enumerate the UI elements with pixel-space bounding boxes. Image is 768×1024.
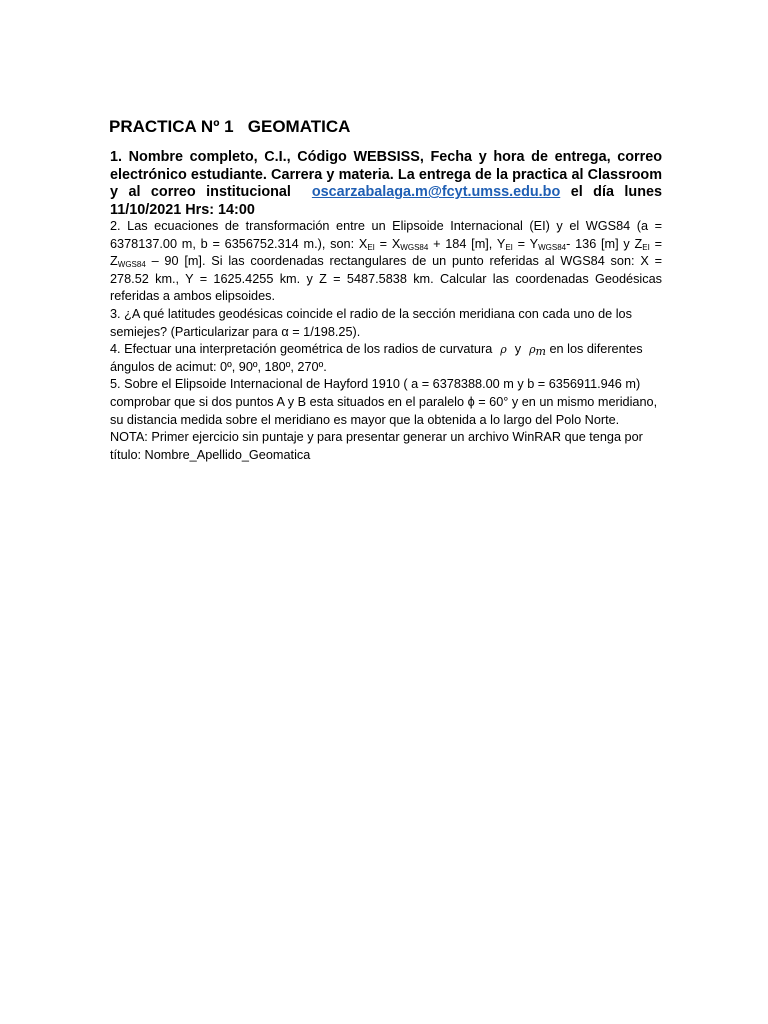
exercise-2-text-d: = Y bbox=[512, 236, 539, 251]
exercise-2-text-b: = X bbox=[374, 236, 401, 251]
exercise-3: 3. ¿A qué latitudes geodésicas coincide el radio de la sección meridiana con cada uno de los semiejes? (Particularizar para α = 1/198.25). bbox=[110, 306, 632, 339]
subscript-wgs84: WGS84 bbox=[117, 260, 146, 270]
subscript-m: m bbox=[535, 345, 546, 359]
exercise-1-text: 1. Nombre completo, C.I., Código WEBSISS, Fecha y hora de entrega, correo electrónico estudiante. Carrera y materia. La entrega de la practica al Classroom y al correo institucional bbox=[110, 149, 662, 201]
page-title: PRACTICA Nº 1 GEOMATICA bbox=[109, 117, 351, 136]
exercise-2-text-e: - 136 [m] y Z bbox=[566, 236, 643, 251]
rho-symbol: ρ bbox=[500, 343, 507, 357]
exercise-list bbox=[110, 218, 662, 464]
exercise-4 bbox=[110, 341, 662, 376]
exercise-4-text-b: en los diferentes ángulos de acimut: 0º, 90º, 180º, 270º. bbox=[110, 342, 643, 374]
email-link[interactable]: oscarzabalaga.m@fcyt.umss.edu.bo bbox=[311, 184, 561, 201]
rho-m-symbol: ρ bbox=[529, 343, 536, 357]
note: NOTA: Primer ejercicio sin puntaje y para presentar generar un archivo WinRAR que tenga por título: Nombre_Apellido_Geomatica bbox=[110, 430, 643, 462]
subscript-wgs84: WGS84 bbox=[538, 242, 567, 252]
exercise-2-text-f: = Z bbox=[110, 236, 663, 269]
subscript-ei: EI bbox=[505, 242, 513, 252]
exercise-2 bbox=[110, 218, 662, 306]
exercise-5: 5. Sobre el Elipsoide Internacional de Hayford 1910 ( a = 6378388.00 m y b = 6356911.946 m) comprobar que si dos puntos A y B esta situados en el paralelo ϕ = 60° y en un mismo meridiano, su distancia medida sobre el meridiano es mayor que la obtenida a lo largo del Polo Norte. bbox=[110, 377, 658, 427]
subscript-ei: EI bbox=[642, 242, 650, 252]
exercise-2-text-a: 2. Las ecuaciones de transformación entre un Elipsoide Internacional (EI) y el WGS84 (a = 6378137.00 m, b = 6356752.314 m.), son: X bbox=[110, 219, 662, 251]
exercise-2-text-c: + 184 [m], Y bbox=[428, 236, 506, 251]
exercise-2-text-g: – 90 [m]. Si las coordenadas rectangulares de un punto referidas al WGS84 son: X = 278.52 km., Y = 1625.4255 km. y Z = 5487.5838 km. Calcular las coordenadas Geodésicas referidas a ambos elipsoides. bbox=[110, 254, 662, 304]
subscript-ei: EI bbox=[367, 242, 375, 252]
exercise-1-instructions bbox=[110, 149, 662, 219]
subscript-wgs84: WGS84 bbox=[400, 242, 429, 252]
exercise-1-deadline: el día lunes 11/10/2021 Hrs: 14:00 bbox=[110, 184, 663, 218]
exercise-4-conjunction: y bbox=[514, 342, 522, 357]
exercise-4-text-a: 4. Efectuar una interpretación geométrica de los radios de curvatura bbox=[110, 342, 493, 357]
